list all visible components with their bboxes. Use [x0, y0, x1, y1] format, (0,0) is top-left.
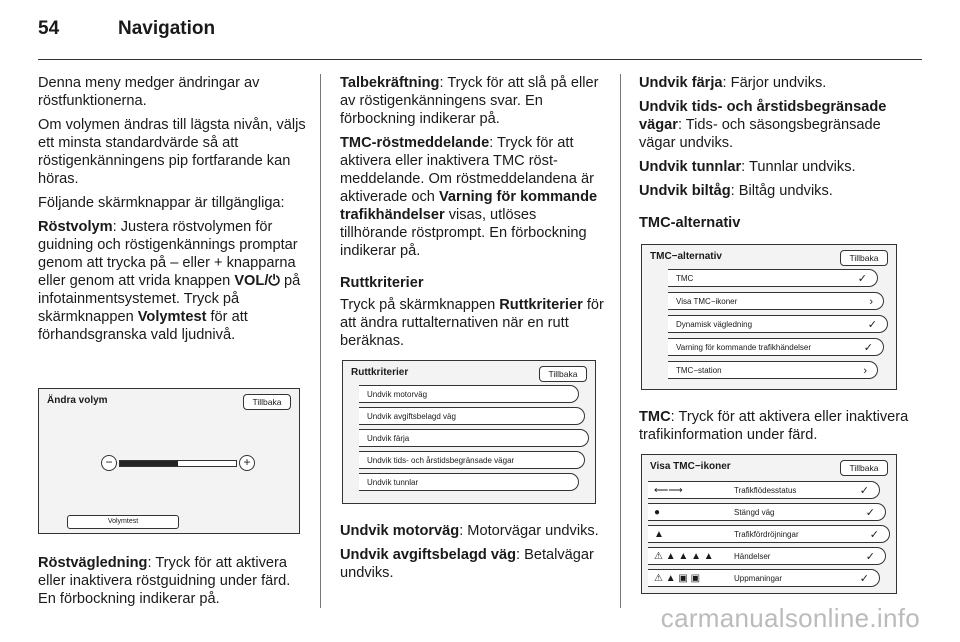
text-rostvagledning: : Tryck för att aktivera eller inaktivera röstguidning under färd. En förbockning indikerar på.	[38, 555, 291, 607]
volume-back-button: Tillbaka	[243, 394, 291, 410]
text-tmc-rost-1: : Tryck för att aktivera eller inaktivera TMC röstmeddelande. Om röstmeddelandena är aktiverade och	[340, 135, 594, 205]
volume-minus-icon: −	[101, 455, 117, 471]
tmc-screen-image	[641, 244, 897, 390]
term-varning: Varning för kommande trafikhändelser	[340, 189, 598, 223]
text-motorvag: : Motorvägar undviks.	[459, 523, 599, 539]
column-divider-1	[320, 74, 321, 608]
volume-test-button: Volymtest	[67, 515, 179, 529]
route-screen-title: Ruttkriterier	[351, 367, 409, 378]
text-biltag: : Biltåg undviks.	[730, 183, 833, 199]
tmc-icon-item-5	[648, 569, 880, 587]
tmc-icons-screen-title: Visa TMC−ikoner	[650, 461, 731, 472]
paragraph-motorvag	[340, 522, 606, 540]
check-icon: ✓	[859, 573, 869, 585]
paragraph-tids	[639, 98, 909, 152]
paragraph-intro: Denna meny medger ändringar av röstfunktionerna.	[38, 75, 260, 109]
term-vol: VOL/⏻	[234, 273, 280, 289]
column-3	[639, 74, 909, 236]
column-1-bottom	[38, 554, 306, 614]
traffic-flow-icon: ⟵⟶	[654, 485, 683, 496]
tmc-item-4	[668, 338, 884, 356]
tmc-icons-screen-image	[641, 454, 897, 594]
tmc-icon-item-1-label: Trafikflödesstatus	[734, 486, 797, 495]
volume-screen-image	[38, 388, 300, 534]
route-item-5: Undvik tunnlar	[359, 473, 579, 491]
volume-slider	[119, 460, 237, 467]
term-rostvagledning: Röstvägledning	[38, 555, 148, 571]
check-icon: ✓	[859, 485, 869, 497]
text-rutt-1: Tryck på skärmknappen	[340, 297, 500, 313]
check-icon: ✓	[867, 319, 877, 331]
tmc-screen-title: TMC−alternativ	[650, 251, 722, 262]
tmc-item-2-label: Visa TMC−ikoner	[676, 297, 738, 306]
paragraph-buttons-intro: Följande skärmknappar är tillgängliga:	[38, 195, 285, 211]
tmc-icon-item-3	[648, 525, 890, 543]
warnings-icons: ⚠ ▲ ▣ ▣	[654, 573, 701, 584]
term-talbekraftning: Talbekräftning	[340, 75, 440, 91]
tmc-item-1	[668, 269, 878, 287]
tmc-item-2	[668, 292, 884, 310]
paragraph-biltag	[639, 182, 909, 200]
tmc-icon-item-2	[648, 503, 886, 521]
tmc-icon-item-1	[648, 481, 880, 499]
paragraph-tmc-rost	[340, 134, 606, 260]
tmc-icon-item-3-label: Trafikfördröjningar	[734, 530, 799, 539]
term-rostvolym: Röstvolym	[38, 219, 113, 235]
volume-slider-fill	[120, 461, 178, 466]
term-tmc: TMC	[639, 409, 671, 425]
column-2	[340, 74, 606, 356]
column-divider-2	[620, 74, 621, 608]
paragraph-ruttkriterier	[340, 296, 606, 350]
route-item-1: Undvik motorväg	[359, 385, 579, 403]
heading-ruttkriterier: Ruttkriterier	[340, 275, 424, 291]
page-number: 54	[38, 18, 60, 39]
text-avgift: : Betalvägar undviks.	[340, 547, 594, 581]
paragraph-rostvagledning	[38, 554, 306, 608]
paragraph-farja	[639, 74, 909, 92]
tmc-item-3-label: Dynamisk vägledning	[676, 320, 753, 329]
check-icon: ✓	[865, 551, 875, 563]
text-rostvolym-2: på infotainmentsystemet. Tryck på skärmknappen	[38, 273, 301, 325]
column-3-tmc	[639, 408, 909, 450]
watermark: carmanualsonline.info	[660, 603, 920, 633]
check-icon: ✓	[857, 273, 867, 285]
text-rostvolym-1: : Justera röstvolymen för guidning och röstigenkännings promptar genom att trycka på – eller + knapparna eller genom att vrida knappen	[38, 219, 298, 289]
tmc-item-4-label: Varning för kommande trafikhändelser	[676, 343, 812, 352]
term-ruttkriterier: Ruttkriterier	[499, 297, 583, 313]
tmc-icon-item-5-label: Uppmaningar	[734, 574, 783, 583]
paragraph-tmc	[639, 408, 909, 444]
route-item-2: Undvik avgiftsbelagd väg	[359, 407, 585, 425]
paragraph-min-volume: Om volymen ändras till lägsta nivån, väljs ett minsta standardvärde så att röstigenkänningens pip fortfarande kan höras.	[38, 117, 306, 187]
text-tmc-rost-2: visas, utlöses tillhörande röstprompt. En förbockning indikerar på.	[340, 207, 587, 259]
text-tmc: : Tryck för att aktivera eller inaktivera trafikinformation under färd.	[639, 409, 909, 443]
check-icon: ✓	[865, 507, 875, 519]
page-title: Navigation	[118, 18, 216, 39]
volume-plus-icon: +	[239, 455, 255, 471]
route-screen-image	[342, 360, 596, 504]
text-farja: : Färjor undviks.	[722, 75, 827, 91]
column-1	[38, 74, 306, 350]
heading-tmc-alternativ: TMC-alternativ	[639, 215, 741, 231]
term-volymtest: Volymtest	[137, 309, 207, 325]
tmc-back-button: Tillbaka	[840, 250, 888, 266]
column-2-bottom	[340, 522, 606, 588]
check-icon: ✓	[869, 529, 879, 541]
chevron-right-icon: ›	[869, 296, 873, 308]
term-tunnlar: Undvik tunnlar	[639, 159, 742, 175]
term-tids: Undvik tids- och årstidsbegränsade vägar	[639, 99, 887, 133]
tmc-icon-item-4-label: Händelser	[734, 552, 771, 561]
tmc-icon-item-4	[648, 547, 886, 565]
tmc-icons-back-button: Tillbaka	[840, 460, 888, 476]
page-header	[38, 18, 922, 58]
text-tunnlar: : Tunnlar undviks.	[741, 159, 856, 175]
tmc-icon-item-2-label: Stängd väg	[734, 508, 775, 517]
term-motorvag: Undvik motorväg	[340, 523, 460, 539]
paragraph-rostvolym	[38, 218, 306, 344]
text-rutt-2: för att ändra ruttalternativen när en rutt beräknas.	[340, 297, 604, 349]
text-tids: : Tids- och säsongsbegränsade vägar undviks.	[639, 117, 881, 151]
tmc-item-1-label: TMC	[676, 274, 694, 283]
tmc-item-5	[668, 361, 878, 379]
route-item-4: Undvik tids- och årstidsbegränsade vägar	[359, 451, 585, 469]
text-rostvolym-3: för att förhandsgranska vald ljudnivå.	[38, 309, 248, 343]
volume-screen-title: Ändra volym	[47, 395, 108, 406]
chevron-right-icon: ›	[863, 365, 867, 377]
events-icons: ⚠ ▲ ▲ ▲ ▲	[654, 551, 714, 562]
paragraph-talbekraftning	[340, 74, 606, 128]
header-rule	[38, 59, 922, 60]
traffic-delay-icon: ▲	[654, 529, 664, 540]
paragraph-tunnlar	[639, 158, 909, 176]
term-biltag: Undvik biltåg	[639, 183, 731, 199]
term-avgift: Undvik avgiftsbelagd väg	[340, 547, 516, 563]
paragraph-avgift	[340, 546, 606, 582]
route-item-3: Undvik färja	[359, 429, 589, 447]
tmc-item-3	[668, 315, 888, 333]
term-farja: Undvik färja	[639, 75, 723, 91]
text-talbekraftning: : Tryck för att slå på eller av röstigenkänningens svar. En förbockning indikerar på.	[340, 75, 599, 127]
check-icon: ✓	[863, 342, 873, 354]
term-tmc-rostmeddelande: TMC-röstmeddelande	[340, 135, 490, 151]
closed-road-icon: ●	[654, 507, 661, 518]
tmc-item-5-label: TMC−station	[676, 366, 722, 375]
route-back-button: Tillbaka	[539, 366, 587, 382]
